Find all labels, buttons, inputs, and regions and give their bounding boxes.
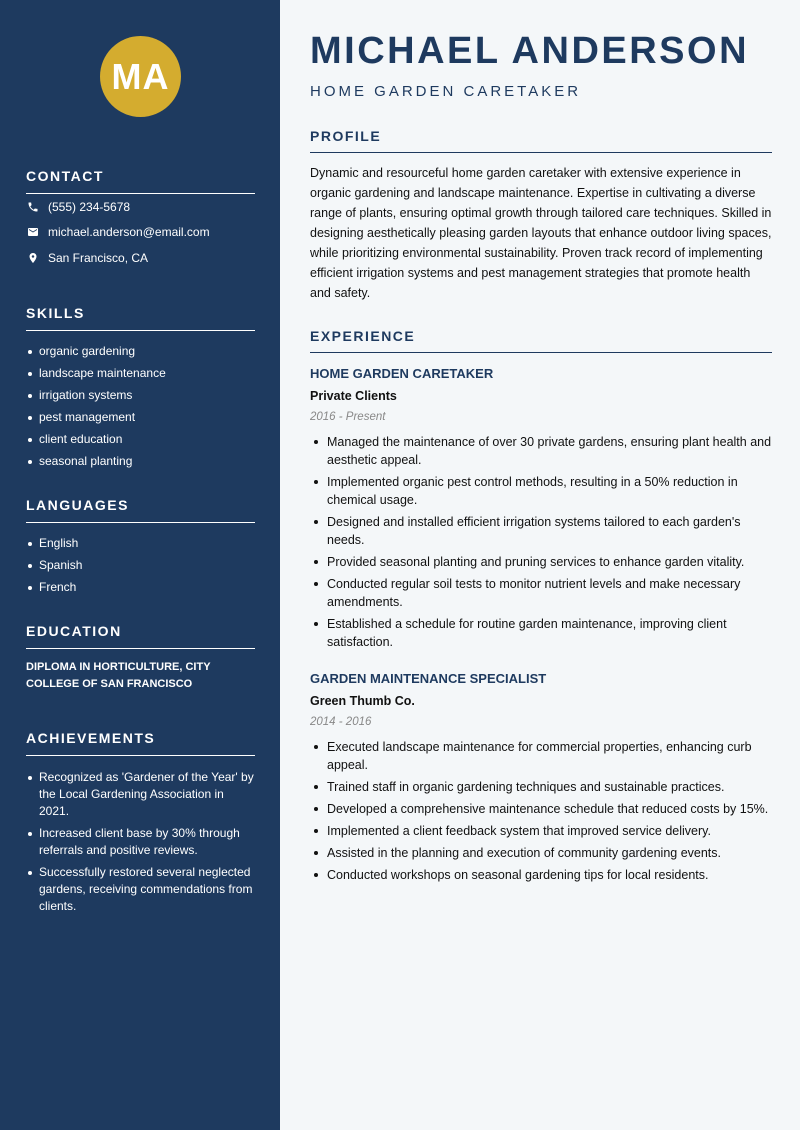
list-item: Executed landscape maintenance for commercial properties, enhancing curb appeal. (310, 738, 772, 774)
job-title: GARDEN MAINTENANCE SPECIALIST (310, 671, 547, 686)
job-dates: 2014 - 2016 (310, 716, 372, 728)
candidate-name: MICHAEL ANDERSON (310, 30, 750, 72)
list-item: Assisted in the planning and execution of community gardening events. (310, 844, 772, 862)
list-item: pest management (26, 406, 255, 428)
job-bullets (310, 433, 772, 651)
location-pin-icon (26, 251, 39, 264)
job-company: Private Clients (310, 389, 397, 403)
list-item: Spanish (26, 554, 255, 576)
list-item: Developed a comprehensive maintenance schedule that reduced costs by 15%. (310, 800, 772, 818)
job-title: HOME GARDEN CARETAKER (310, 366, 494, 381)
list-item: Managed the maintenance of over 30 private gardens, ensuring plant health and aesthetic appeal. (310, 433, 772, 469)
phone-icon (26, 200, 39, 213)
languages-list (26, 532, 255, 598)
education-section (26, 623, 255, 693)
job-entry (310, 365, 772, 655)
contact-phone (26, 194, 255, 220)
list-item: English (26, 532, 255, 554)
list-item: Implemented a client feedback system that improved service delivery. (310, 822, 772, 840)
list-item: seasonal planting (26, 450, 255, 472)
job-company: Green Thumb Co. (310, 694, 415, 708)
sidebar (0, 0, 280, 1130)
job-title-header: HOME GARDEN CARETAKER (310, 83, 582, 100)
email-text: michael.anderson@email.com (48, 225, 210, 240)
achievements-section (26, 730, 255, 920)
contact-email (26, 220, 255, 246)
job-bullets (310, 738, 772, 884)
contact-location (26, 245, 255, 271)
skills-section (26, 305, 255, 472)
experience-heading: EXPERIENCE (310, 328, 772, 353)
languages-heading: LANGUAGES (26, 497, 255, 523)
languages-section (26, 497, 255, 598)
phone-text: (555) 234-5678 (48, 199, 131, 214)
achievements-list (26, 769, 255, 915)
avatar-initials: MA (100, 36, 181, 117)
profile-heading: PROFILE (310, 128, 772, 153)
list-item: organic gardening (26, 340, 255, 362)
list-item: irrigation systems (26, 384, 255, 406)
location-text: San Francisco, CA (48, 250, 149, 265)
contact-section (26, 168, 255, 271)
list-item: French (26, 576, 255, 598)
contact-heading: CONTACT (26, 168, 255, 194)
achievements-heading: ACHIEVEMENTS (26, 730, 255, 756)
list-item: Conducted regular soil tests to monitor nutrient levels and make necessary amendments. (310, 575, 772, 611)
list-item: Recognized as 'Gardener of the Year' by the Local Gardening Association in 2021. (26, 769, 255, 820)
list-item: Trained staff in organic gardening techniques and sustainable practices. (310, 778, 772, 796)
list-item: Designed and installed efficient irrigation systems tailored to each garden's needs. (310, 513, 772, 549)
list-item: Increased client base by 30% through referrals and positive reviews. (26, 825, 255, 859)
email-icon (26, 226, 39, 239)
list-item: Implemented organic pest control methods, resulting in a 50% reduction in chemical usage. (310, 473, 772, 509)
skills-list (26, 340, 255, 472)
education-heading: EDUCATION (26, 623, 255, 649)
profile-text: Dynamic and resourceful home garden caretaker with extensive experience in organic gardening and landscape maintenance. Expertise in cultivating a diverse range of plants, ensuring optimal growth through tailored care techniques. Skilled in designing aesthetically pleasing garden layouts that enhance outdoor living spaces, while prioritizing environmental sustainability. Proven track record of implementing efficient irrigation systems and pest management strategies that promote health and safety. (310, 166, 772, 300)
education-degree: DIPLOMA IN HORTICULTURE, CITY COLLEGE OF SAN FRANCISCO (26, 661, 211, 690)
job-dates: 2016 - Present (310, 411, 386, 423)
list-item: landscape maintenance (26, 362, 255, 384)
list-item: Conducted workshops on seasonal gardening tips for local residents. (310, 866, 772, 884)
list-item: Established a schedule for routine garden maintenance, improving client satisfaction. (310, 615, 772, 651)
job-entry (310, 670, 772, 888)
skills-heading: SKILLS (26, 305, 255, 331)
list-item: Provided seasonal planting and pruning services to enhance garden vitality. (310, 553, 772, 571)
list-item: Successfully restored several neglected gardens, receiving commendations from clients. (26, 864, 255, 915)
list-item: client education (26, 428, 255, 450)
